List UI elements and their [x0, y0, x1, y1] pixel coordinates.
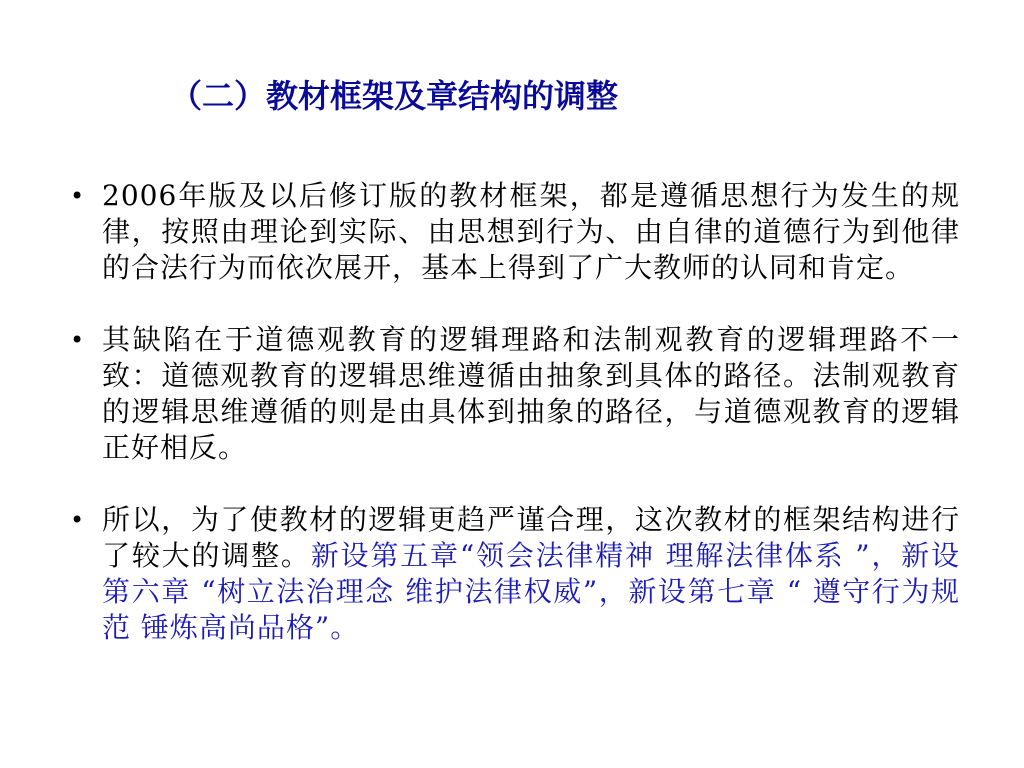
- bullet-dot-icon: •: [70, 326, 86, 354]
- bullet-list: [70, 178, 960, 646]
- bullet-dot-icon: •: [70, 506, 86, 534]
- bullet-text: 2006年版及以后修订版的教材框架，都是遵循思想行为发生的规律，按照由理论到实际、由思想到行为、由自律的道德行为到他律的合法行为而依次展开，基本上得到了广大教师的认同和肯定。: [102, 179, 960, 284]
- bullet-text: 所以，为了使教材的逻辑更趋严谨合理，这次教材的框架结构进行了较大的调整。: [102, 503, 960, 572]
- bullet-dot-icon: •: [70, 182, 86, 210]
- bullet-item-3: [70, 502, 960, 646]
- bullet-item-1: [70, 178, 960, 286]
- bullet-item-2: [70, 322, 960, 466]
- bullet-text: 其缺陷在于道德观教育的逻辑理路和法制观教育的逻辑理路不一致：道德观教育的逻辑思维遵循由抽象到具体的路径。法制观教育的逻辑思维遵循的则是由具体到抽象的路径，与道德观教育的逻辑正好相反。: [102, 323, 960, 464]
- bullet-highlight-text: 新设第五章“领会法律精神 理解法律体系 ”，新设第六章 “树立法治理念 维护法律权威”，新设第七章 “ 遵守行为规范 锤炼高尚品格”。: [102, 539, 960, 644]
- slide-title: （二）教材框架及章结构的调整: [170, 77, 619, 115]
